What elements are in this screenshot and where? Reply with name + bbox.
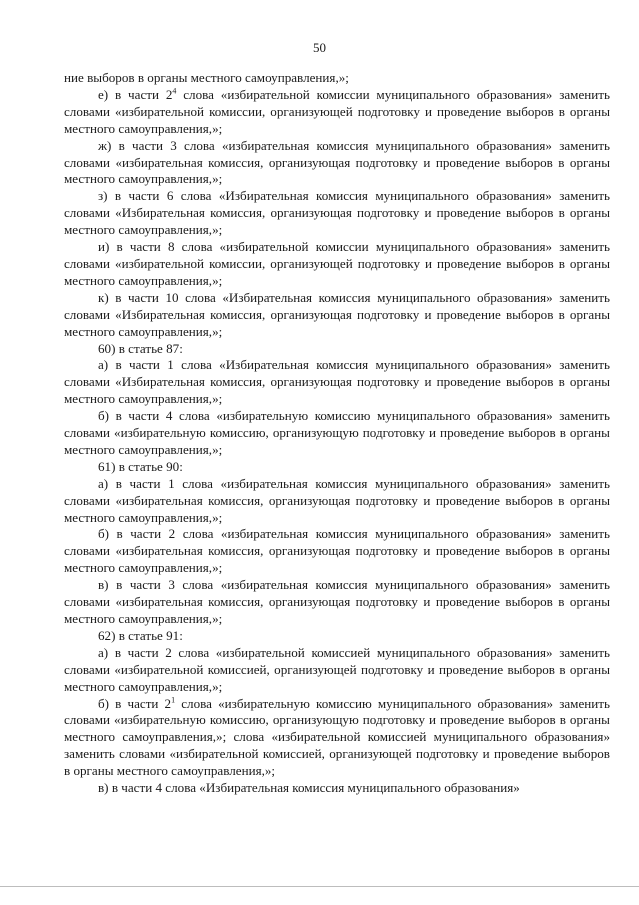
- paragraph: к) в части 10 слова «Избирательная комиссия муниципального образования» заменить словами «Избирательная комиссия, организующая подготовку и проведение выборов в органы местного самоуправления,»;: [64, 289, 610, 339]
- paragraph: а) в части 1 слова «избирательная комиссия муниципального образования» заменить словами «избирательная комиссия, организующая подготовку и проведение выборов в органы местного самоуправления,»;: [64, 475, 610, 525]
- paragraph-text-start: е) в части 2: [98, 86, 173, 102]
- paragraph: 60) в статье 87:: [98, 340, 183, 356]
- document-body: [64, 70, 610, 797]
- paragraph: ж) в части 3 слова «избирательная комиссия муниципального образования» заменить словами «избирательная комиссия, организующая подготовку и проведение выборов в органы местного самоуправления,»;: [64, 137, 610, 187]
- paragraph: ние выборов в органы местного самоуправления,»;: [64, 70, 349, 85]
- paragraph-text-start: б) в части 2: [98, 695, 172, 711]
- paragraph: [64, 87, 610, 138]
- paragraph: 61) в статье 90:: [98, 458, 183, 474]
- page-number: 50: [313, 40, 326, 55]
- superscript-index: 4: [172, 86, 177, 96]
- superscript-index: 1: [171, 695, 176, 705]
- paragraph-text-rest: слова «избирательной комиссии муниципального образования» заменить словами «избирательной комиссии, организующей подготовку и проведение выборов в органы местного самоуправления,»;: [64, 86, 610, 136]
- paragraph: в) в части 3 слова «избирательная комиссия муниципального образования» заменить словами «избирательная комиссия, организующая подготовку и проведение выборов в органы местного самоуправления,»;: [64, 577, 610, 626]
- paragraph: 62) в статье 91:: [98, 627, 183, 643]
- page-bottom-divider: [0, 886, 639, 887]
- paragraph: б) в части 2 слова «избирательная комиссия муниципального образования» заменить словами «избирательная комиссия, организующая подготовку и проведение выборов в органы местного самоуправления,»;: [64, 526, 610, 576]
- paragraph: з) в части 6 слова «Избирательная комиссия муниципального образования» заменить словами «Избирательная комиссия, организующая подготовку и проведение выборов в органы местного самоуправления,»;: [64, 188, 610, 238]
- paragraph: в) в части 4 слова «Избирательная комиссия муниципального образования»: [98, 780, 520, 796]
- paragraph: а) в части 2 слова «избирательной комиссией муниципального образования» заменить словами «избирательной комиссией, организующей подготовку и проведение выборов в органы местного самоуправления,»;: [64, 644, 610, 694]
- paragraph: [64, 696, 610, 781]
- paragraph-text-rest: слова «избирательную комиссию муниципального образования» заменить словами «избирательную комиссию, организующую подготовку и проведение выборов в органы местного самоуправления,»; слова «избирательной комиссией муниципального образования» заменить словами «избирательной комиссией, организующей подготовку и проведение выборов в органы местного самоуправления,»;: [64, 695, 610, 779]
- paragraph: а) в части 1 слова «Избирательная комиссия муниципального образования» заменить словами «Избирательная комиссия, организующая подготовку и проведение выборов в органы местного самоуправления,»;: [64, 357, 610, 407]
- paragraph: б) в части 4 слова «избирательную комиссию муниципального образования» заменить словами «избирательную комиссию, организующую подготовку и проведение выборов в органы местного самоуправления,»;: [64, 408, 610, 457]
- paragraph: и) в части 8 слова «избирательной комиссии муниципального образования» заменить словами «избирательной комиссии, организующей подготовку и проведение выборов в органы местного самоуправления,»;: [64, 239, 610, 288]
